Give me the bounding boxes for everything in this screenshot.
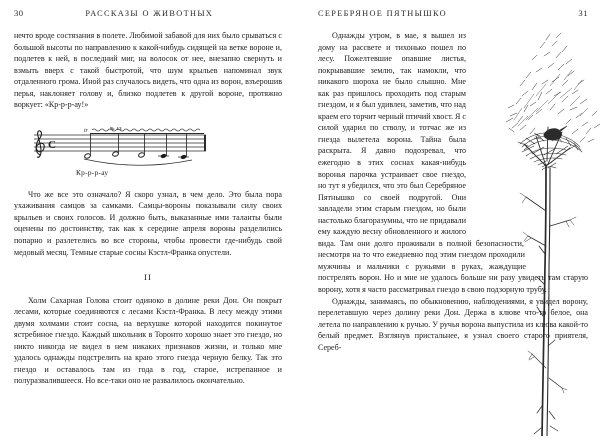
section-number: II	[144, 272, 152, 283]
paragraph: Однажды утром, в мае, я вышел из дому на рассвете и тихонько пошел по лесу. Пожелтевшие опавшие листья, покрывавшие землю, так намокли, что никакого шороха не было слышно. Мне как раз пришлось проходить под старым гнездом, и я был удивлен, заметив, что над краем его торчит черный птичий хвост. Я с силой ударил по стволу, и тотчас же из гнезда вылетела ворона. Тайна была раскрыта. Я давно подозревал, что ежегодно в этих соснах какая-нибудь воронья парочка устраивает свое гнездо, но тут я убедился, что это был Серебряное Пятнышко со своей подругой. Они завладели этим старым гнездом, но были настолько благоразумны, что не придавали ему каждую весну обновленного и жилого вида. Там они долго проживали в полной безопасности, несмотря на то что ежедневно под этим гнездом проходили мужчины и мальчики с ружьями в руках, жаждущие пострелять ворон. Но и мне не удалось больше ни разу увидеть там старую ворону, хотя я часто рассматривал гнездо в свою подзорную трубу.	[318, 31, 588, 295]
svg-text:C: C	[48, 138, 56, 151]
paragraph: нечто вроде состязания в полете. Любимой забавой для них было срываться с большой высоты по направлению к какой-нибудь сидящей на ветке вороне и, подлетев к ней, в последний миг, на волосок от нее, внезапно свернуть и взмыть вверх с такой быстротой, что шум крыльев напоминал звук отдаленного грома. Иной раз случалось видеть, что одна из ворон, взъерошив перья, наклоняет голову и, близко подлетев к другой вороне, протяжно воркует: «Кр-р-р-ау!»	[14, 31, 282, 110]
illustration-text-wrap-lower	[466, 30, 492, 230]
illustration-text-wrap	[492, 30, 588, 262]
left-page-folio: 30	[14, 8, 24, 18]
right-column-text	[318, 30, 588, 353]
right-page	[300, 0, 600, 442]
musical-figure-caption: Кр-р-р-ау	[76, 167, 109, 177]
figure-number-label: № 13	[110, 125, 122, 131]
paragraph: Что же все это означало? Я скоро узнал, в чем дело. Это была пора ухаживания самцов за самками. Самцы-вороны показывали силу своих крыльев и своих голосов. И должно быть, выказанные ими таланты были оценены по достоинству, так как к середине апреля вороны разделились попарно и разлетелись во все стороны, чтобы провести где-нибудь свой медовый месяц. Темные старые сосны Кэстл-Франка опустели.	[14, 189, 282, 257]
right-page-folio: 31	[578, 8, 588, 18]
svg-text:tr: tr	[84, 127, 89, 134]
left-column-text	[14, 30, 282, 387]
paragraph: Холм Сахарная Голова стоит одиноко в долине реки Дон. Он покрыт лесами, которые соединяются с лесами Кэстл-Франка. В лесу между этими двумя холмами стоит сосна, на верхушке которой находится покинутое ястребиное гнездо. Каждый школьник в Торонто хорошо знает это гнездо, но никто никогда не видел в нем никаких признаков жизни, и только мне удалось однажды подстрелить на краю этого гнезда черную белку. Так это гнездо и оставалось там из года в год, старое, истрепанное и полуразвалившееся. Но все-таки оно не развалилось окончательно.	[14, 295, 282, 386]
left-running-head-title: РАССКАЗЫ О ЖИВОТНЫХ	[85, 9, 214, 18]
musical-notation-figure	[14, 123, 282, 179]
right-running-head	[318, 8, 588, 21]
paragraph: Однажды, занимаясь, по обыкновению, наблюдениями, я увидел ворону, перелетавшую через долину реки Дон. Держа в клюве что-то белое, она летела по направлению к ручью. У ручья ворона выпустила из клюва какой-то белый предмет. Взглянув пристальнее, я узнал своего старого приятеля, Сереб-	[318, 296, 588, 352]
left-running-head	[14, 8, 282, 21]
right-running-head-title: СЕРЕБРЯНОЕ ПЯТНЫШКО	[318, 9, 447, 18]
